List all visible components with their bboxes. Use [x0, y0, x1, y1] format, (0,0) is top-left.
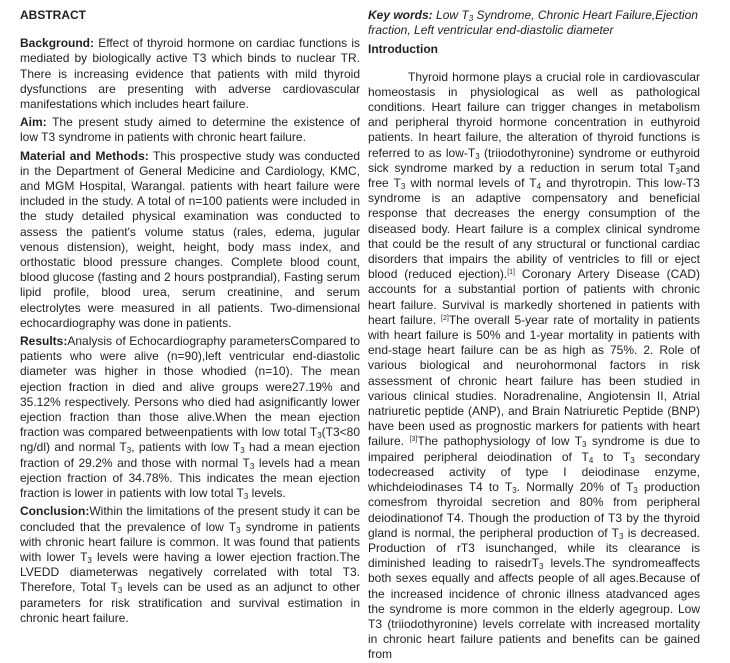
- results-label: Results:: [20, 334, 68, 349]
- results-subscript: 3: [126, 446, 132, 456]
- intro-subscript: 3: [400, 182, 406, 192]
- conclusion-subscript: 3: [87, 555, 92, 565]
- intro-text: . Normally 20% of T: [516, 480, 634, 495]
- conclusion-text: levels were having a lower ejection fraction.The LVEDD diameterwas negatively correlated with total T3. Therefore, Total T: [20, 549, 361, 595]
- intro-subscript: 4: [536, 182, 542, 192]
- conclusion-text: syndrome in patients with chronic heart failure is common. It was found that patients with lower T: [20, 519, 361, 564]
- introduction-heading: Introduction: [368, 42, 438, 57]
- results-text: Analysis of Echocardiography parametersCompared to patients who were alive (n=90),left ventricular end-diastolic diameter was higher in those whodied (n=10). The mean ejection fraction in died and alive groups were27.19% and 35.12% respectively. Persons who died had asignificantly lower ejection fraction than those alive.When the mean ejection fraction was compared betweenpatients with low total T: [20, 334, 360, 440]
- abstract-heading: ABSTRACT: [20, 8, 86, 22]
- intro-subscript: 3: [675, 166, 680, 176]
- keywords-paragraph: [368, 8, 700, 38]
- intro-text: levels.The syndromeaffects both sexes equally and affects people of all ages.Because of the increased incidence of chronic illness atadvanced ages the syndrome is more common in the elderly agegroup. Low T3 (triiodothyronine) levels correlate with increased mortality in chronic heart failure patients and benefits can be gained from: [368, 556, 700, 662]
- intro-text: production comesfrom thyroidal secretion and 80% from peripheral deiodinationof T4. Though the production of T3 by the thyroid gland is normal, the peripheral production of T: [368, 480, 700, 540]
- intro-subscript: 3: [512, 486, 517, 496]
- citation-ref: [2]: [441, 314, 449, 322]
- abstract-column: [20, 8, 360, 629]
- intro-subscript: 3: [539, 562, 544, 572]
- results-paragraph: [20, 334, 360, 501]
- keywords-text: Syndrome, Chronic Heart Failure,Ejection fraction, Left ventricular end-diastolic diameter: [368, 8, 698, 38]
- intro-text: and thyrotropin. This low-T3 syndrome is an adaptive compensatory and beneficial response that decreases the energy consumption of the diseased body. Heart failure is a complex clinical syndrome that could be the result of any structural or functional cardiac disorders that impairs the ability of ventricles to fill or eject blood (reduced ejection).: [368, 176, 700, 282]
- citation-ref: [3]: [409, 436, 418, 444]
- conclusion-subscript: 3: [236, 525, 241, 535]
- intro-text: is decreased. Production of rT3 isunchanged, while its clearance is diminished leading to raisedrT: [368, 525, 700, 571]
- intro-text: The overall 5-year rate of mortality in patients with heart failure is 50% and 1-year mortality in patients with end-stage heart failure can be as high as 75%. 2. Role of various biological and neurohormonal factors in risk assessment of chronic heart failure has been studied in various clinical studies. Noradrenaline, Angiotensin II, Atrial natriuretic peptide (ANP), and Brain Natriuretic Peptide (BNP) have been used as prognostic markers for patients with heart failure.: [368, 312, 700, 449]
- intro-subscript: 3: [619, 531, 624, 541]
- keywords-text: Low T: [432, 8, 469, 22]
- intro-subscript: 4: [588, 455, 594, 465]
- intro-text: to T: [593, 449, 631, 464]
- introduction-paragraph: [368, 70, 700, 663]
- results-text: (T3<80 ng/dl) and normal T: [20, 425, 360, 455]
- intro-text: and free T: [368, 160, 700, 191]
- background-label: Background:: [20, 36, 95, 51]
- results-subscript: 3: [317, 431, 322, 441]
- citation-ref: [1]: [507, 269, 516, 277]
- intro-text: Thyroid hormone plays a crucial role in cardiovascular homeostasis in physiological as well as pathological conditions. Heart failure can trigger changes in metabolism and peripheral thyroid hormone concentration in euthyroid patients. In heart failure, the alteration of thyroid functions is referred to as low-T: [368, 69, 700, 160]
- intro-text: Coronary Artery Disease (CAD) accounts for a substantial portion of patients with chronic heart failure. Survival is markedly shortened in patients with heart failure.: [368, 267, 700, 327]
- intro-text: with normal levels of T: [405, 176, 537, 191]
- results-subscript: 3: [249, 461, 255, 471]
- conclusion-text: Within the limitations of the present study it can be concluded that the prevalence of low T: [20, 504, 360, 534]
- intro-subscript: 3: [582, 440, 587, 450]
- results-subscript: 3: [243, 492, 249, 502]
- methods-label: Material and Methods:: [20, 148, 149, 163]
- background-paragraph: [20, 36, 360, 112]
- results-text: had a mean ejection fraction of 29.2% and those with normal T: [20, 440, 360, 470]
- intro-text: The pathophysiology of low T: [417, 434, 583, 449]
- conclusion-subscript: 3: [117, 586, 123, 596]
- conclusion-text: levels can be used as an adjunct to other parameters for risk stratification and survival estimation in chronic heart failure.: [20, 580, 360, 625]
- intro-text: syndrome is due to impaired peripheral deiodination of T: [368, 434, 701, 464]
- results-text: , patients with low T: [131, 440, 241, 455]
- methods-text: This prospective study was conducted in the Department of General Medicine and Cardiology, KMC, and MGM Hospital, Warangal. patients with heart failure were included in the study. A total of n=100 patients were included in the study detailed physical examination was conducted to assess the patient's volume status (rales, edema, jugular venous distension), weight, height, body mass index, and orthostatic blood pressure changes. Complete blood count, blood glucose (fasting and 2 hours postprandial), Fasting serum lipid profile, blood urea, serum creatinine, and serum electrolytes were measured in all patients. Two-dimensional echocardiography was done in patients.: [20, 148, 361, 330]
- intro-text: secondary todecreased activity of type I deiodinase enzyme, whichdeiodinases T4 to T: [368, 449, 700, 495]
- aim-text: The present study aimed to determine the existence of low T3 syndrome in patients with chronic heart failure.: [20, 115, 360, 145]
- aim-label: Aim:: [20, 115, 47, 130]
- intro-subscript: 3: [475, 151, 480, 161]
- methods-paragraph: [20, 149, 360, 331]
- results-text: levels had a mean ejection fraction of 34.78%. This indicates the mean ejection fraction is lower in patients with low total T: [20, 455, 360, 501]
- aim-paragraph: [20, 115, 360, 145]
- conclusion-paragraph: [20, 504, 360, 626]
- intro-text: (triiodothyronine) syndrome or euthyroid sick syndrome marked by a reduction in serum total T: [368, 145, 700, 175]
- results-text: levels.: [248, 486, 286, 501]
- conclusion-label: Conclusion:: [20, 504, 90, 519]
- keywords-subscript: 3: [468, 14, 474, 23]
- results-subscript: 3: [240, 446, 245, 456]
- background-text: Effect of thyroid hormone on cardiac functions is mediated by biologically active T3 which binds to nuclear TR. There is increasing evidence that patients with mild thyroid dysfunctions are presenting with adverse cardiovascular manifestations which includes heart failure.: [20, 36, 360, 112]
- body-column: [368, 8, 700, 663]
- keywords-label: Key words:: [368, 8, 433, 22]
- intro-subscript: 3: [630, 455, 635, 465]
- intro-subscript: 3: [633, 486, 638, 496]
